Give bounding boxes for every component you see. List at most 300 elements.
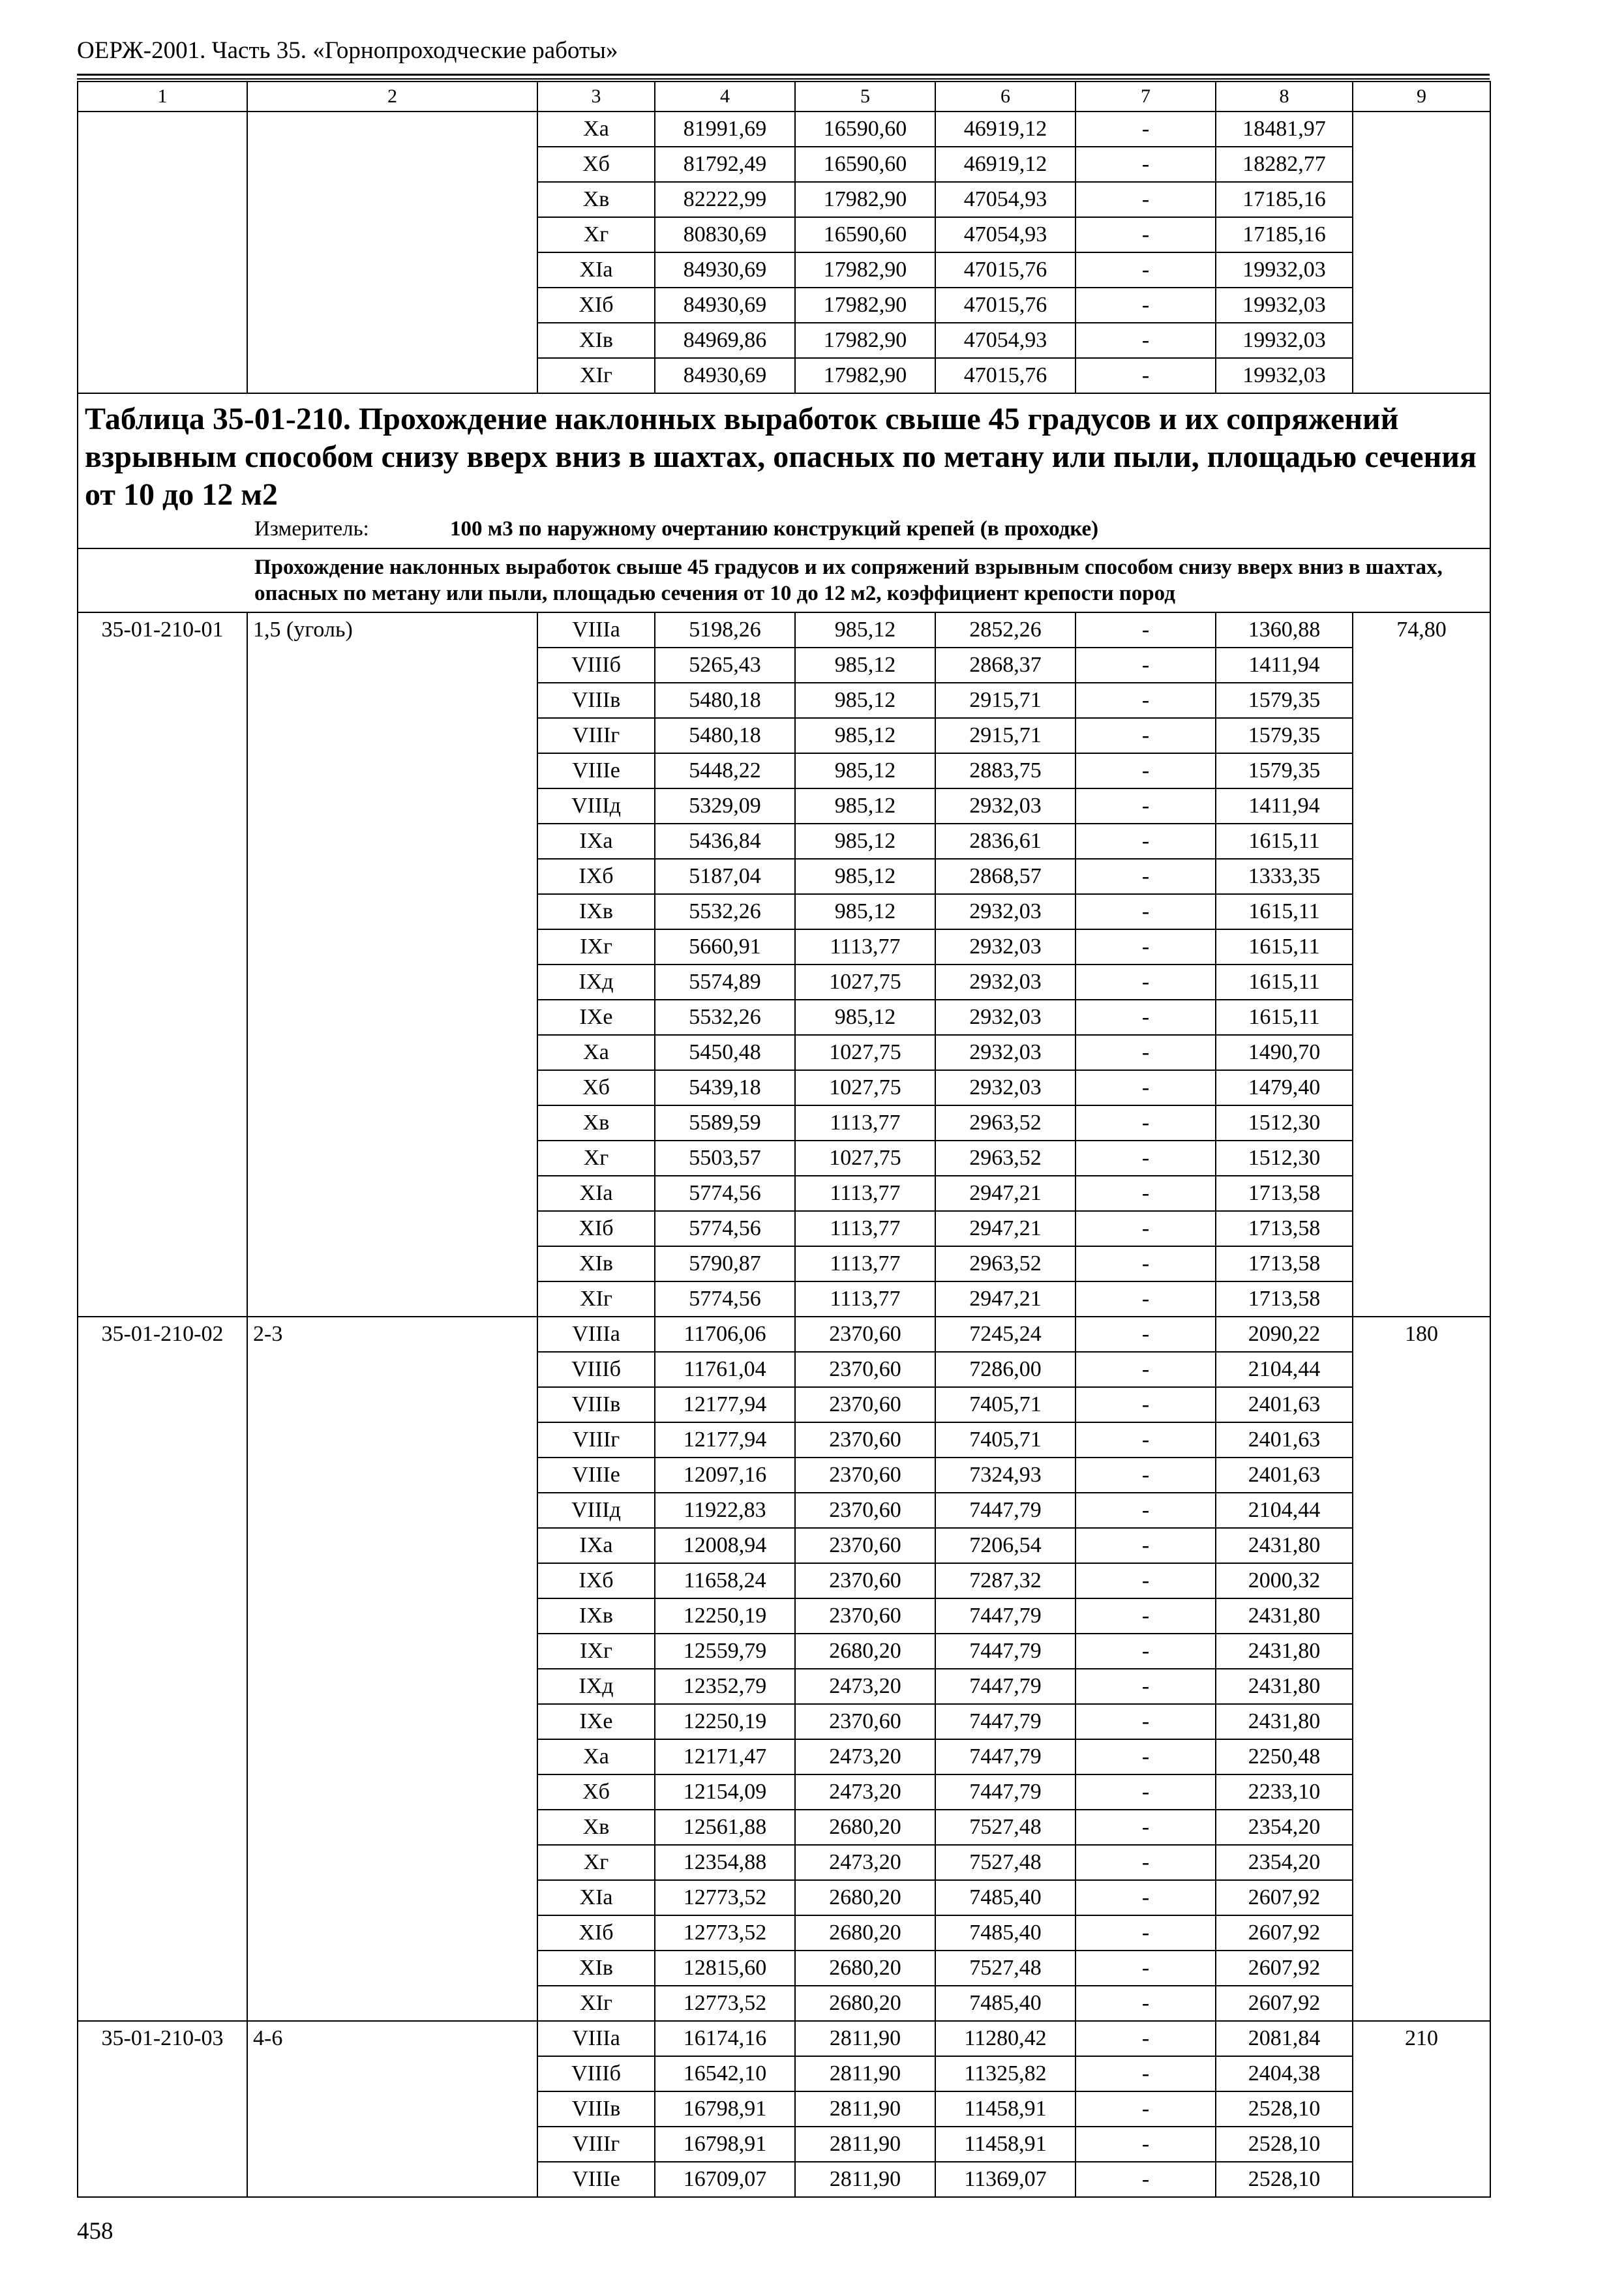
table-title: Таблица 35-01-210. Прохождение наклонных выработок свыше 45 градусов и их сопряжений взрывным способом снизу вверх вниз в шахтах, опасных по метану или пыли, площадью сечения от 10 до 12 м2 [85, 402, 1477, 512]
category-cell: VIIIе [537, 1458, 655, 1493]
value-cell: 12250,19 [655, 1598, 795, 1634]
category-cell: ХIб [537, 1915, 655, 1951]
meter-line [85, 515, 1483, 543]
category-cell: IXг [537, 1634, 655, 1669]
value-cell: 5480,18 [655, 683, 795, 718]
value-cell: - [1075, 1774, 1216, 1810]
value-cell: 11761,04 [655, 1352, 795, 1387]
value-cell: - [1075, 2021, 1216, 2056]
rates-table [77, 81, 1491, 2198]
value-cell: - [1075, 288, 1216, 323]
value-cell: 2811,90 [795, 2021, 935, 2056]
category-cell: IXв [537, 894, 655, 929]
category-cell: VIIIв [537, 683, 655, 718]
value-cell: 7447,79 [935, 1598, 1075, 1634]
value-cell: 5480,18 [655, 718, 795, 753]
value-cell: 2932,03 [935, 894, 1075, 929]
value-cell: 2607,92 [1216, 1951, 1353, 1986]
value-cell: 84930,69 [655, 288, 795, 323]
value-cell: - [1075, 182, 1216, 217]
value-cell: - [1075, 965, 1216, 1000]
category-cell: VIIIе [537, 753, 655, 788]
value-cell: 17982,90 [795, 182, 935, 217]
value-cell: 46919,12 [935, 112, 1075, 147]
table-row [78, 112, 1490, 147]
category-cell: IXд [537, 1669, 655, 1704]
value-cell: 2852,26 [935, 612, 1075, 648]
category-cell: VIIIд [537, 1493, 655, 1528]
page-number: 458 [77, 2218, 113, 2245]
category-cell: Хг [537, 1141, 655, 1176]
value-cell: 2932,03 [935, 929, 1075, 965]
value-cell: 2932,03 [935, 1000, 1075, 1035]
category-cell: Хб [537, 147, 655, 182]
value-cell: 2354,20 [1216, 1810, 1353, 1845]
value-cell: - [1075, 1422, 1216, 1458]
value-cell: 1579,35 [1216, 683, 1353, 718]
value-cell: - [1075, 1105, 1216, 1141]
value-cell: - [1075, 1563, 1216, 1598]
value-cell: 84969,86 [655, 323, 795, 358]
category-cell: ХIв [537, 323, 655, 358]
value-cell: - [1075, 323, 1216, 358]
value-cell: 2947,21 [935, 1281, 1075, 1317]
value-cell: 2680,20 [795, 1634, 935, 1669]
rock-hardness: 1,5 (уголь) [247, 612, 537, 1317]
category-cell: Ха [537, 112, 655, 147]
value-cell: 2370,60 [795, 1704, 935, 1739]
category-cell: VIIIг [537, 1422, 655, 1458]
value-cell: 2370,60 [795, 1598, 935, 1634]
value-cell: 1713,58 [1216, 1246, 1353, 1281]
value-cell: 2915,71 [935, 718, 1075, 753]
value-cell: 2473,20 [795, 1669, 935, 1704]
category-cell: VIIIб [537, 648, 655, 683]
column-number: 8 [1216, 82, 1353, 112]
value-cell: 17982,90 [795, 358, 935, 393]
rock-hardness: 2-3 [247, 1317, 537, 2021]
header-rule-thin [77, 78, 1490, 80]
column-number: 4 [655, 82, 795, 112]
value-cell: 2473,20 [795, 1739, 935, 1774]
column-number: 1 [78, 82, 247, 112]
category-cell: IXе [537, 1704, 655, 1739]
value-cell: 1713,58 [1216, 1211, 1353, 1246]
category-cell: IXа [537, 1528, 655, 1563]
value-cell: 2528,10 [1216, 2091, 1353, 2127]
value-cell: 7286,00 [935, 1352, 1075, 1387]
value-cell: - [1075, 112, 1216, 147]
value-cell: 1113,77 [795, 1246, 935, 1281]
value-cell: - [1075, 1317, 1216, 1352]
rate-code: 35-01-210-02 [78, 1317, 247, 2021]
category-cell: Хб [537, 1070, 655, 1105]
value-cell: 985,12 [795, 894, 935, 929]
category-cell: Хг [537, 217, 655, 252]
value-cell: 2233,10 [1216, 1774, 1353, 1810]
value-cell: 1512,30 [1216, 1105, 1353, 1141]
value-cell: 7447,79 [935, 1739, 1075, 1774]
value-cell: - [1075, 718, 1216, 753]
value-cell: 2963,52 [935, 1105, 1075, 1141]
value-cell: 5574,89 [655, 965, 795, 1000]
value-cell: 2680,20 [795, 1810, 935, 1845]
value-cell: 1027,75 [795, 1141, 935, 1176]
value-cell: 1113,77 [795, 1211, 935, 1246]
value-cell: 985,12 [795, 718, 935, 753]
value-cell: 2836,61 [935, 824, 1075, 859]
value-cell: 2811,90 [795, 2091, 935, 2127]
value-cell: 1113,77 [795, 1281, 935, 1317]
value-cell: 985,12 [795, 1000, 935, 1035]
value-cell: 1113,77 [795, 1176, 935, 1211]
value-cell: 2528,10 [1216, 2127, 1353, 2162]
value-cell: 2963,52 [935, 1141, 1075, 1176]
value-cell: 1615,11 [1216, 929, 1353, 965]
value-cell: 7485,40 [935, 1986, 1075, 2021]
table-caption-row [78, 393, 1490, 548]
value-cell: 11658,24 [655, 1563, 795, 1598]
value-cell: 5448,22 [655, 753, 795, 788]
category-cell: Хв [537, 1105, 655, 1141]
value-cell: 12773,52 [655, 1915, 795, 1951]
category-cell: ХIб [537, 1211, 655, 1246]
value-cell: 82222,99 [655, 182, 795, 217]
value-cell: 2104,44 [1216, 1352, 1353, 1387]
value-cell: 12177,94 [655, 1387, 795, 1422]
value-cell: 16590,60 [795, 217, 935, 252]
value-cell: 84930,69 [655, 252, 795, 288]
value-cell: 5532,26 [655, 1000, 795, 1035]
table-row [78, 1317, 1490, 1352]
value-cell: - [1075, 1951, 1216, 1986]
value-cell: 18282,77 [1216, 147, 1353, 182]
value-cell: 2401,63 [1216, 1458, 1353, 1493]
header-rule [77, 74, 1490, 76]
value-cell: - [1075, 859, 1216, 894]
value-cell: - [1075, 1070, 1216, 1105]
value-cell: - [1075, 2091, 1216, 2127]
value-cell: 2401,63 [1216, 1422, 1353, 1458]
value-cell: 7527,48 [935, 1951, 1075, 1986]
value-cell: - [1075, 252, 1216, 288]
value-cell: 1615,11 [1216, 965, 1353, 1000]
value-cell: 47054,93 [935, 182, 1075, 217]
value-cell: - [1075, 1352, 1216, 1387]
value-cell: 2947,21 [935, 1176, 1075, 1211]
value-cell: 2431,80 [1216, 1528, 1353, 1563]
value-cell: 2473,20 [795, 1774, 935, 1810]
value-cell: 81991,69 [655, 112, 795, 147]
category-cell: ХIг [537, 1986, 655, 2021]
value-cell: 19932,03 [1216, 288, 1353, 323]
category-cell: ХIв [537, 1246, 655, 1281]
value-cell: 7527,48 [935, 1845, 1075, 1880]
value-cell: - [1075, 1634, 1216, 1669]
value-cell: - [1075, 1528, 1216, 1563]
value-cell: 985,12 [795, 788, 935, 824]
value-cell: 2680,20 [795, 1915, 935, 1951]
category-cell: ХIа [537, 1880, 655, 1915]
value-cell: 7206,54 [935, 1528, 1075, 1563]
column-number: 9 [1353, 82, 1490, 112]
value-cell: 2868,57 [935, 859, 1075, 894]
value-cell: 2431,80 [1216, 1669, 1353, 1704]
category-cell: VIIIе [537, 2162, 655, 2197]
value-cell: 7447,79 [935, 1634, 1075, 1669]
value-cell: - [1075, 2127, 1216, 2162]
value-cell: 16709,07 [655, 2162, 795, 2197]
value-cell: - [1075, 1810, 1216, 1845]
value-cell: 5503,57 [655, 1141, 795, 1176]
value-cell: 12171,47 [655, 1739, 795, 1774]
value-cell: 19932,03 [1216, 323, 1353, 358]
value-cell: 5198,26 [655, 612, 795, 648]
value-cell: 2401,63 [1216, 1387, 1353, 1422]
value-cell: 16174,16 [655, 2021, 795, 2056]
value-cell: 12177,94 [655, 1422, 795, 1458]
value-cell: 2370,60 [795, 1422, 935, 1458]
value-cell: 5436,84 [655, 824, 795, 859]
value-cell: 16542,10 [655, 2056, 795, 2091]
value-cell: 5774,56 [655, 1211, 795, 1246]
value-cell: 2370,60 [795, 1493, 935, 1528]
column-number: 3 [537, 82, 655, 112]
code-cell-empty [78, 112, 247, 393]
value-cell: 16590,60 [795, 112, 935, 147]
value-cell: 81792,49 [655, 147, 795, 182]
meter-value: 100 м3 по наружному очертанию конструкций крепей (в проходке) [450, 517, 1099, 541]
value-cell: 7485,40 [935, 1915, 1075, 1951]
value-cell: 5589,59 [655, 1105, 795, 1141]
value-cell: 5532,26 [655, 894, 795, 929]
value-cell: 2811,90 [795, 2127, 935, 2162]
value-cell: 2431,80 [1216, 1634, 1353, 1669]
category-cell: Хв [537, 182, 655, 217]
value-cell: 7324,93 [935, 1458, 1075, 1493]
value-cell: 2000,32 [1216, 1563, 1353, 1598]
value-cell: 1713,58 [1216, 1281, 1353, 1317]
value-cell: - [1075, 1458, 1216, 1493]
value-cell: 11706,06 [655, 1317, 795, 1352]
value-cell: - [1075, 1493, 1216, 1528]
category-cell: IXг [537, 929, 655, 965]
value-cell: 1490,70 [1216, 1035, 1353, 1070]
value-cell: 12815,60 [655, 1951, 795, 1986]
value-cell: 2528,10 [1216, 2162, 1353, 2197]
category-cell: ХIг [537, 1281, 655, 1317]
value-cell: 47015,76 [935, 252, 1075, 288]
value-cell: 2431,80 [1216, 1704, 1353, 1739]
value-cell: 5450,48 [655, 1035, 795, 1070]
value-cell: 2473,20 [795, 1845, 935, 1880]
value-cell: 1333,35 [1216, 859, 1353, 894]
table-row [78, 612, 1490, 648]
value-cell: - [1075, 612, 1216, 648]
value-cell: 985,12 [795, 753, 935, 788]
rate-code: 35-01-210-03 [78, 2021, 247, 2197]
value-cell: - [1075, 929, 1216, 965]
value-cell: 1512,30 [1216, 1141, 1353, 1176]
value-cell: 2680,20 [795, 1951, 935, 1986]
value-cell: 12559,79 [655, 1634, 795, 1669]
value-cell: 1113,77 [795, 1105, 935, 1141]
value-cell: 12773,52 [655, 1880, 795, 1915]
category-cell: IXд [537, 965, 655, 1000]
table-row [78, 2021, 1490, 2056]
value-cell: 2932,03 [935, 788, 1075, 824]
value-cell: - [1075, 2162, 1216, 2197]
value-cell: 84930,69 [655, 358, 795, 393]
value-cell: 2370,60 [795, 1317, 935, 1352]
value-cell: 985,12 [795, 859, 935, 894]
value-cell: 19932,03 [1216, 358, 1353, 393]
value-cell: 5187,04 [655, 859, 795, 894]
category-cell: VIIIа [537, 612, 655, 648]
value-cell: - [1075, 894, 1216, 929]
value-cell: 2081,84 [1216, 2021, 1353, 2056]
category-cell: VIIIв [537, 1387, 655, 1422]
value-cell: 16798,91 [655, 2091, 795, 2127]
value-cell: - [1075, 1246, 1216, 1281]
value-cell: 2947,21 [935, 1211, 1075, 1246]
value-cell: 11325,82 [935, 2056, 1075, 2091]
value-cell: 2404,38 [1216, 2056, 1353, 2091]
column-number-row [78, 82, 1490, 112]
value-cell: - [1075, 1387, 1216, 1422]
value-cell: 12773,52 [655, 1986, 795, 2021]
column-number: 7 [1075, 82, 1216, 112]
value-cell: 5660,91 [655, 929, 795, 965]
value-cell: 1615,11 [1216, 894, 1353, 929]
value-cell: 12354,88 [655, 1845, 795, 1880]
value-cell: - [1075, 753, 1216, 788]
value-cell: 16590,60 [795, 147, 935, 182]
category-cell: Ха [537, 1739, 655, 1774]
category-cell: IXв [537, 1598, 655, 1634]
value-cell: 11280,42 [935, 2021, 1075, 2056]
value-cell: - [1075, 217, 1216, 252]
category-cell: ХIа [537, 252, 655, 288]
category-cell: Хг [537, 1845, 655, 1880]
value-cell: - [1075, 1281, 1216, 1317]
value-cell: - [1075, 1880, 1216, 1915]
value-cell: - [1075, 2056, 1216, 2091]
value-cell: 2354,20 [1216, 1845, 1353, 1880]
category-cell: Ха [537, 1035, 655, 1070]
table-description-row [78, 548, 1490, 612]
category-cell: ХIб [537, 288, 655, 323]
value-cell: 2090,22 [1216, 1317, 1353, 1352]
value-cell: 2883,75 [935, 753, 1075, 788]
value-cell: 2811,90 [795, 2056, 935, 2091]
value-cell: 2607,92 [1216, 1986, 1353, 2021]
value-cell: 5774,56 [655, 1281, 795, 1317]
value-cell: - [1075, 1739, 1216, 1774]
value-cell: 1411,94 [1216, 648, 1353, 683]
value-cell: 2963,52 [935, 1246, 1075, 1281]
value-cell: 7447,79 [935, 1774, 1075, 1810]
value-cell: 1615,11 [1216, 1000, 1353, 1035]
value-cell: 11458,91 [935, 2091, 1075, 2127]
value-cell: 985,12 [795, 612, 935, 648]
value-cell: 1027,75 [795, 1070, 935, 1105]
value-cell: - [1075, 1211, 1216, 1246]
value-cell: 7405,71 [935, 1387, 1075, 1422]
value-cell: 1113,77 [795, 929, 935, 965]
value-cell: - [1075, 358, 1216, 393]
value-cell: 2370,60 [795, 1458, 935, 1493]
value-cell: 7447,79 [935, 1704, 1075, 1739]
value-cell: 2811,90 [795, 2162, 935, 2197]
value-cell: 80830,69 [655, 217, 795, 252]
value-cell: 985,12 [795, 648, 935, 683]
value-cell: 2932,03 [935, 1070, 1075, 1105]
value-cell: 2915,71 [935, 683, 1075, 718]
value-cell: 17982,90 [795, 252, 935, 288]
value-cell: - [1075, 1035, 1216, 1070]
value-cell: - [1075, 1598, 1216, 1634]
column-number: 2 [247, 82, 537, 112]
value-cell: 1411,94 [1216, 788, 1353, 824]
value-cell: 2370,60 [795, 1563, 935, 1598]
value-cell: 2370,60 [795, 1528, 935, 1563]
value-cell: 12250,19 [655, 1704, 795, 1739]
category-cell: VIIIб [537, 1352, 655, 1387]
value-cell: 2607,92 [1216, 1915, 1353, 1951]
col9-cell-empty [1353, 112, 1490, 393]
value-cell: 12008,94 [655, 1528, 795, 1563]
value-cell: 2607,92 [1216, 1880, 1353, 1915]
rate-code: 35-01-210-01 [78, 612, 247, 1317]
value-cell: 985,12 [795, 824, 935, 859]
value-cell: 2431,80 [1216, 1598, 1353, 1634]
col9-value: 74,80 [1353, 612, 1490, 1317]
value-cell: - [1075, 1000, 1216, 1035]
value-cell: 2104,44 [1216, 1493, 1353, 1528]
value-cell: 46919,12 [935, 147, 1075, 182]
value-cell: - [1075, 648, 1216, 683]
value-cell: 47054,93 [935, 323, 1075, 358]
value-cell: 11458,91 [935, 2127, 1075, 2162]
value-cell: 2868,37 [935, 648, 1075, 683]
value-cell: - [1075, 1915, 1216, 1951]
category-cell: IXа [537, 824, 655, 859]
value-cell: 985,12 [795, 683, 935, 718]
value-cell: 5329,09 [655, 788, 795, 824]
table-body [78, 82, 1490, 2197]
category-cell: VIIIд [537, 788, 655, 824]
value-cell: 7405,71 [935, 1422, 1075, 1458]
value-cell: 1579,35 [1216, 753, 1353, 788]
category-cell: ХIа [537, 1176, 655, 1211]
value-cell: - [1075, 1141, 1216, 1176]
col9-value: 180 [1353, 1317, 1490, 2021]
value-cell: 11922,83 [655, 1493, 795, 1528]
category-cell: VIIIв [537, 2091, 655, 2127]
value-cell: - [1075, 1176, 1216, 1211]
value-cell: 2932,03 [935, 1035, 1075, 1070]
value-cell: 47054,93 [935, 217, 1075, 252]
value-cell: - [1075, 683, 1216, 718]
category-cell: VIIIг [537, 2127, 655, 2162]
value-cell: 1579,35 [1216, 718, 1353, 753]
hardness-cell-empty [247, 112, 537, 393]
value-cell: 1027,75 [795, 965, 935, 1000]
value-cell: 2680,20 [795, 1986, 935, 2021]
value-cell: 2932,03 [935, 965, 1075, 1000]
value-cell: 11369,07 [935, 2162, 1075, 2197]
